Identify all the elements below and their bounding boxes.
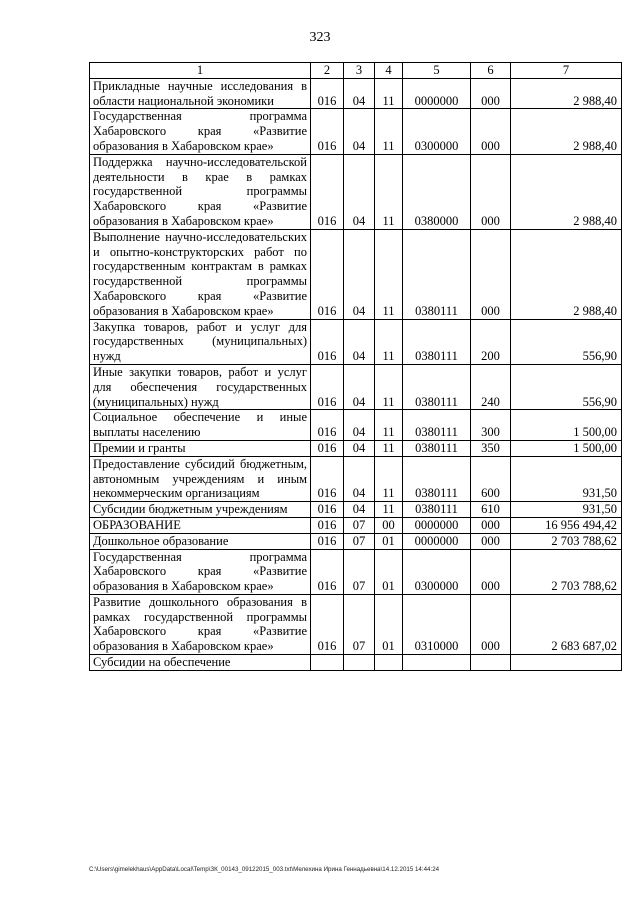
expense-type-cell: 350: [471, 440, 511, 456]
column-header: 5: [403, 63, 471, 79]
ministry-code-cell: 016: [311, 517, 344, 533]
amount-cell: 2 988,40: [511, 229, 622, 319]
section-cell: 04: [344, 109, 375, 154]
ministry-code-cell: 016: [311, 364, 344, 409]
item-name-cell: Иные закупки товаров, работ и услуг для обеспечения государственных (муниципальных) нужд: [90, 364, 311, 409]
section-cell: 04: [344, 78, 375, 109]
subsection-cell: 00: [375, 517, 403, 533]
section-cell: 04: [344, 410, 375, 441]
ministry-code-cell: 016: [311, 109, 344, 154]
section-cell: 04: [344, 319, 375, 364]
expense-type-cell: 000: [471, 533, 511, 549]
ministry-code-cell: 016: [311, 549, 344, 594]
table-row: [90, 594, 622, 654]
expense-type-cell: 600: [471, 456, 511, 501]
section-cell: 04: [344, 502, 375, 518]
subsection-cell: 11: [375, 229, 403, 319]
amount-cell: 2 703 788,62: [511, 549, 622, 594]
amount-cell: 2 988,40: [511, 154, 622, 229]
subsection-cell: 11: [375, 440, 403, 456]
ministry-code-cell: 016: [311, 533, 344, 549]
amount-cell: 931,50: [511, 456, 622, 501]
section-cell: 04: [344, 154, 375, 229]
budget-table: [89, 62, 622, 671]
section-cell: 04: [344, 456, 375, 501]
column-header: 3: [344, 63, 375, 79]
target-article-cell: [403, 655, 471, 671]
amount-cell: 556,90: [511, 319, 622, 364]
table-row: [90, 319, 622, 364]
table-row: [90, 517, 622, 533]
subsection-cell: 01: [375, 549, 403, 594]
target-article-cell: 0000000: [403, 533, 471, 549]
ministry-code-cell: 016: [311, 440, 344, 456]
ministry-code-cell: 016: [311, 154, 344, 229]
subsection-cell: 11: [375, 410, 403, 441]
expense-type-cell: 300: [471, 410, 511, 441]
section-cell: [344, 655, 375, 671]
table-row: [90, 229, 622, 319]
expense-type-cell: 000: [471, 549, 511, 594]
column-header: 7: [511, 63, 622, 79]
table-row: [90, 655, 622, 671]
table-row: [90, 549, 622, 594]
subsection-cell: 01: [375, 594, 403, 654]
section-cell: 04: [344, 229, 375, 319]
item-name-cell: Премии и гранты: [90, 440, 311, 456]
ministry-code-cell: 016: [311, 594, 344, 654]
section-cell: 07: [344, 594, 375, 654]
subsection-cell: 11: [375, 319, 403, 364]
expense-type-cell: 000: [471, 78, 511, 109]
column-header: 4: [375, 63, 403, 79]
target-article-cell: 0310000: [403, 594, 471, 654]
page-number: 323: [309, 30, 331, 45]
table-row: [90, 364, 622, 409]
amount-cell: 2 683 687,02: [511, 594, 622, 654]
expense-type-cell: 610: [471, 502, 511, 518]
ministry-code-cell: [311, 655, 344, 671]
target-article-cell: 0300000: [403, 109, 471, 154]
item-name-cell: Субсидии бюджетным учреждениям: [90, 502, 311, 518]
subsection-cell: 11: [375, 78, 403, 109]
column-header: 2: [311, 63, 344, 79]
table-row: [90, 502, 622, 518]
table-row: [90, 154, 622, 229]
section-cell: 07: [344, 517, 375, 533]
item-name-cell: Государственная программа Хабаровского края «Развитие образования в Хабаровском крае»: [90, 549, 311, 594]
expense-type-cell: 000: [471, 594, 511, 654]
item-name-cell: Закупка товаров, работ и услуг для государственных (муниципальных) нужд: [90, 319, 311, 364]
expense-type-cell: 000: [471, 154, 511, 229]
amount-cell: 1 500,00: [511, 440, 622, 456]
amount-cell: [511, 655, 622, 671]
table-row: [90, 410, 622, 441]
subsection-cell: 11: [375, 154, 403, 229]
ministry-code-cell: 016: [311, 319, 344, 364]
target-article-cell: 0380000: [403, 154, 471, 229]
ministry-code-cell: 016: [311, 229, 344, 319]
target-article-cell: 0000000: [403, 517, 471, 533]
subsection-cell: 01: [375, 533, 403, 549]
item-name-cell: Социальное обеспечение и иные выплаты населению: [90, 410, 311, 441]
amount-cell: 556,90: [511, 364, 622, 409]
target-article-cell: 0380111: [403, 456, 471, 501]
amount-cell: 16 956 494,42: [511, 517, 622, 533]
item-name-cell: Выполнение научно-исследовательских и опытно-конструкторских работ по государственным контрактам в рамках государственной программы Хабаровского края «Развитие образования в Хабаровском крае»: [90, 229, 311, 319]
target-article-cell: 0380111: [403, 319, 471, 364]
amount-cell: 2 703 788,62: [511, 533, 622, 549]
target-article-cell: 0380111: [403, 502, 471, 518]
section-cell: 07: [344, 549, 375, 594]
item-name-cell: Поддержка научно-исследовательской деятельности в крае в рамках государственной программы Хабаровского края «Развитие образования в Хабаровском крае»: [90, 154, 311, 229]
expense-type-cell: 000: [471, 109, 511, 154]
expense-type-cell: 200: [471, 319, 511, 364]
subsection-cell: 11: [375, 364, 403, 409]
expense-type-cell: 000: [471, 517, 511, 533]
item-name-cell: Прикладные научные исследования в области национальной экономики: [90, 78, 311, 109]
table-row: [90, 456, 622, 501]
subsection-cell: 11: [375, 502, 403, 518]
amount-cell: 1 500,00: [511, 410, 622, 441]
section-cell: 07: [344, 533, 375, 549]
table-header-row: [90, 63, 622, 79]
table-row: [90, 78, 622, 109]
column-header: 6: [471, 63, 511, 79]
section-cell: 04: [344, 364, 375, 409]
target-article-cell: 0380111: [403, 364, 471, 409]
amount-cell: 2 988,40: [511, 78, 622, 109]
expense-type-cell: [471, 655, 511, 671]
item-name-cell: Дошкольное образование: [90, 533, 311, 549]
subsection-cell: 11: [375, 109, 403, 154]
table-row: [90, 533, 622, 549]
item-name-cell: Государственная программа Хабаровского края «Развитие образования в Хабаровском крае»: [90, 109, 311, 154]
section-cell: 04: [344, 440, 375, 456]
column-header: 1: [90, 63, 311, 79]
subsection-cell: 11: [375, 456, 403, 501]
ministry-code-cell: 016: [311, 502, 344, 518]
target-article-cell: 0380111: [403, 410, 471, 441]
target-article-cell: 0380111: [403, 229, 471, 319]
amount-cell: 931,50: [511, 502, 622, 518]
target-article-cell: 0000000: [403, 78, 471, 109]
ministry-code-cell: 016: [311, 78, 344, 109]
ministry-code-cell: 016: [311, 410, 344, 441]
expense-type-cell: 240: [471, 364, 511, 409]
item-name-cell: Субсидии на обеспечение: [90, 655, 311, 671]
table-row: [90, 109, 622, 154]
item-name-cell: Предоставление субсидий бюджетным, автономным учреждениям и иным некоммерческим организациям: [90, 456, 311, 501]
table-row: [90, 440, 622, 456]
target-article-cell: 0380111: [403, 440, 471, 456]
amount-cell: 2 988,40: [511, 109, 622, 154]
item-name-cell: Развитие дошкольного образования в рамках государственной программы Хабаровского края «Развитие образования в Хабаровском крае»: [90, 594, 311, 654]
subsection-cell: [375, 655, 403, 671]
file-path-footer: C:\Users\gimelekhaus\AppData\Local\Temp\ЗК_00143_09122015_003.txt\Мелехина Ирина Геннадьевна\14.12.2015 14:44:24: [89, 866, 440, 873]
item-name-cell: ОБРАЗОВАНИЕ: [90, 517, 311, 533]
ministry-code-cell: 016: [311, 456, 344, 501]
target-article-cell: 0300000: [403, 549, 471, 594]
expense-type-cell: 000: [471, 229, 511, 319]
